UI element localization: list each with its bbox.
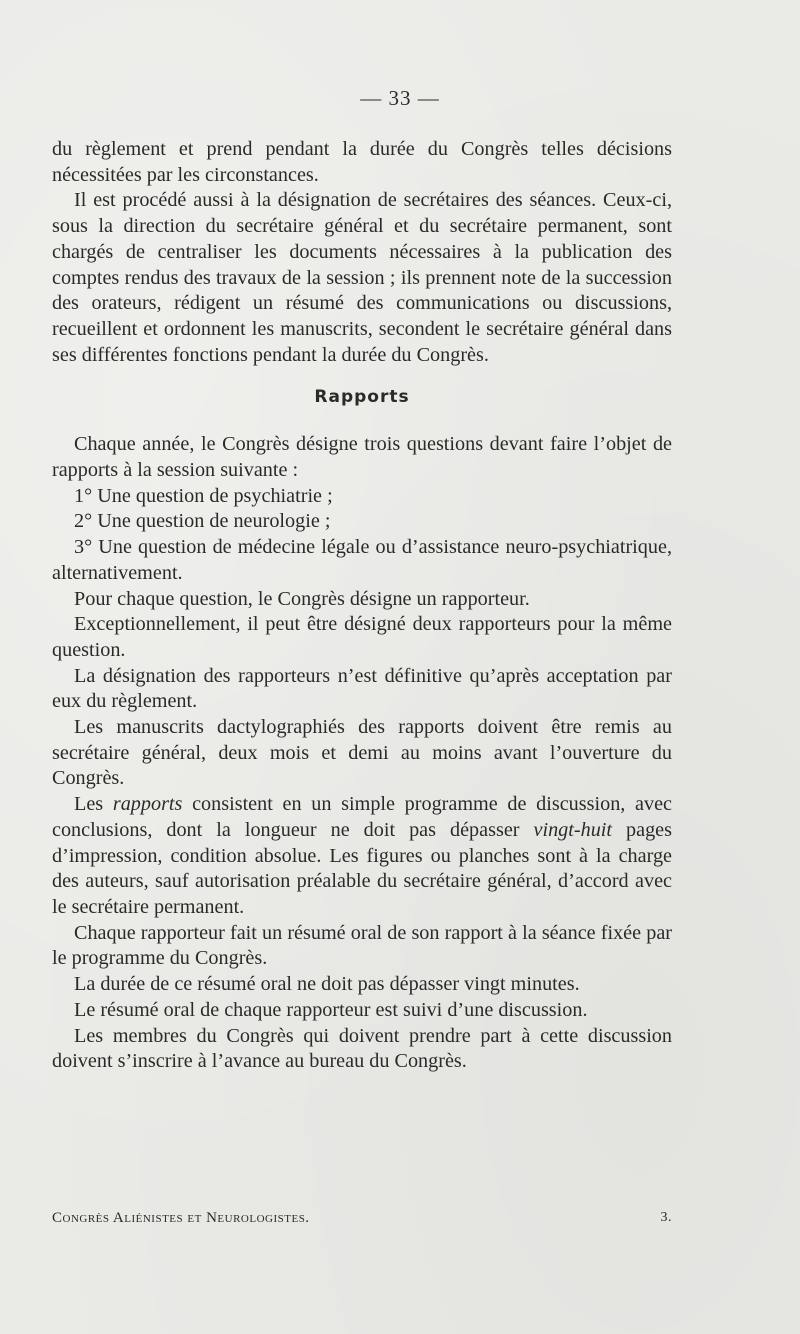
list-item: 1° Une question de psychiatrie ; [74, 484, 333, 507]
section-heading: Rapports [314, 387, 410, 408]
paragraph: Chaque année, le Congrès désigne trois questions devant faire l’objet de rapports à la session suivante : [52, 433, 672, 482]
paragraph: Le résumé oral de chaque rapporteur est suivi d’une discussion. [74, 998, 588, 1021]
text-run: consistent en un simple programme de discussion, avec conclusions, dont la longueur ne doit pas dépasser [52, 793, 672, 841]
list-item: 2° Une question de neurologie ; [74, 510, 331, 533]
paragraph: La durée de ce résumé oral ne doit pas dépasser vingt minutes. [74, 973, 580, 996]
text-run: Les [74, 793, 113, 816]
footer-signature: Congrès Aliénistes et Neurologistes. [52, 1210, 310, 1226]
paragraph [52, 792, 672, 921]
emphasis: rapports [112, 793, 183, 816]
page-body [52, 137, 672, 1075]
paragraph: Exceptionnellement, il peut être désigné deux rapporteurs pour la même question. [52, 613, 672, 661]
paragraph: Il est procédé aussi à la désignation de secrétaires des séances. Ceux-ci, sous la direction du secrétaire général et du secrétaire permanent, sont chargés de centraliser les documents nécessaires à la publication des comptes rendus des travaux de la session ; ils prennent note de la succession des orateurs, rédigent un résumé des communications ou discussions, recueillent et ordonnent les manuscrits, secondent le secrétaire général dans ses différentes fonctions pendant la durée du Congrès. [52, 189, 672, 366]
paragraph: Pour chaque question, le Congrès désigne un rapporteur. [74, 587, 530, 610]
page-footer [52, 1210, 672, 1227]
footer-sheet-number: 3. [660, 1210, 672, 1225]
emphasis: vingt-huit [533, 818, 613, 841]
text-run: pages d’impression, condition absolue. Les figures ou planches sont à la charge des auteurs, sauf autorisation préalable du secrétaire général, d’accord avec le secrétaire permanent. [52, 818, 672, 918]
paragraph: du règlement et prend pendant la durée du Congrès telles décisions nécessitées par les circonstances. [52, 138, 672, 186]
paragraph: Les membres du Congrès qui doivent prendre part à cette discussion doivent s’inscrire à l’avance au bureau du Congrès. [52, 1024, 672, 1073]
list-item: 3° Une question de médecine légale ou d’assistance neuro-psychiatrique, alternativement. [52, 536, 672, 584]
page-number: — 33 — [360, 86, 440, 110]
paragraph: La désignation des rapporteurs n’est définitive qu’après acceptation par eux du règlement. [52, 664, 672, 713]
paragraph: Chaque rapporteur fait un résumé oral de son rapport à la séance fixée par le programme du Congrès. [52, 921, 672, 970]
paragraph: Les manuscrits dactylographiés des rapports doivent être remis au secrétaire général, deux mois et demi au moins avant l’ouverture du Congrès. [52, 716, 672, 790]
